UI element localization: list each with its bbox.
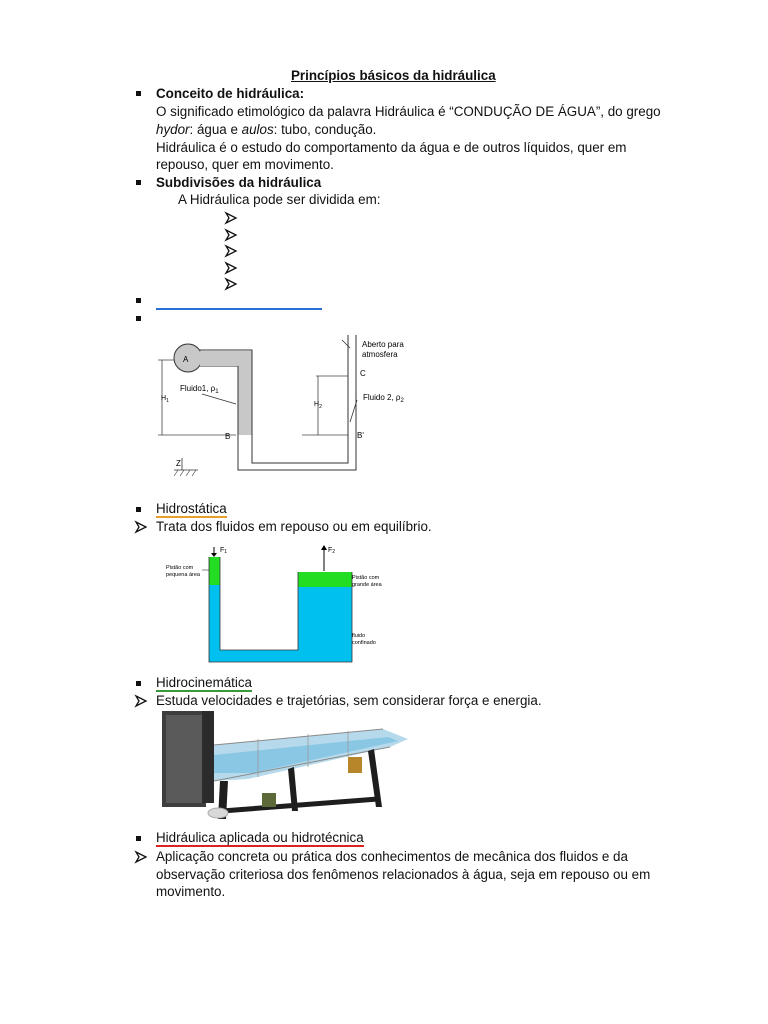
label-fluid2-subscript: 2	[400, 398, 404, 404]
label-h2-subscript: 2	[319, 404, 322, 410]
word-hydor: hydor	[156, 122, 190, 137]
heading-hidrostatica-text: Hidrostática	[156, 501, 227, 516]
label-large-piston-1: Pistão com	[352, 575, 380, 581]
label-small-piston-1: Pistão com	[166, 565, 194, 571]
aplicada-line: Aplicação concreta ou prática dos conhecimentos de mecânica dos fluidos e da	[156, 849, 628, 864]
label-b: B	[225, 432, 231, 441]
page-title: Princípios básicos da hidráulica	[291, 68, 496, 83]
arrow-bullet-icon	[134, 850, 148, 864]
arrow-bullet-icon	[224, 261, 238, 275]
text-fragment: : tubo, condução.	[273, 122, 377, 137]
bullet-square	[136, 507, 141, 512]
aplicada-line: observação criteriosa dos fenômenos relacionados à água, seja em repouso ou em	[156, 867, 651, 882]
section-heading-subdivisoes: Subdivisões da hidráulica	[156, 175, 322, 190]
label-f2	[328, 547, 335, 555]
arrow-bullet-icon	[224, 211, 238, 225]
arrow-bullet-icon	[224, 228, 238, 242]
bullet-square	[136, 681, 141, 686]
manometer-diagram	[152, 330, 422, 490]
bullet-square	[136, 91, 141, 96]
text-fragment: : água e	[189, 122, 242, 137]
label-fluid1-text: Fluido1, ρ	[180, 384, 216, 393]
label-fluid-1: fluido	[352, 633, 366, 639]
section-heading-conceito: Conceito de hidráulica:	[156, 86, 305, 101]
label-fluid1-subscript: 1	[215, 389, 219, 395]
label-small-piston-2: pequena área	[166, 572, 200, 578]
label-fluid-2: confinado	[352, 640, 376, 646]
label-a: A	[183, 355, 189, 364]
label-f1-subscript: 1	[224, 549, 228, 555]
heading-hidrocinematica-text: Hidrocinemática	[156, 675, 253, 690]
paragraph-line-2	[156, 122, 376, 137]
arrow-bullet-icon	[224, 277, 238, 291]
label-fluid2	[363, 393, 404, 404]
aplicada-line: movimento.	[156, 884, 226, 899]
bullet-square	[136, 298, 141, 303]
label-open-1: Aberto para	[362, 340, 404, 349]
label-f1-letter: F	[220, 547, 225, 554]
subdivisions-intro: A Hidráulica pode ser dividida em:	[178, 192, 381, 207]
label-fluid1	[180, 384, 219, 395]
hidrocinematica-text: Estuda velocidades e trajetórias, sem considerar força e energia.	[156, 693, 542, 708]
flume-photo	[158, 711, 410, 821]
label-f2-letter: F	[328, 547, 333, 554]
arrow-bullet-icon	[224, 244, 238, 258]
hidrostatica-text: Trata dos fluidos em repouso ou em equilíbrio.	[156, 519, 432, 534]
label-f1	[220, 547, 227, 555]
arrow-bullet-icon	[134, 520, 148, 534]
paragraph-line: Hidráulica é o estudo do comportamento da água e de outros líquidos, quer em	[156, 140, 627, 155]
bullet-square	[136, 180, 141, 185]
arrow-bullet-icon	[134, 694, 148, 708]
label-h1-subscript: 1	[166, 398, 169, 404]
heading-hidrocinematica	[156, 675, 252, 690]
label-b-prime: B'	[357, 431, 364, 440]
label-z: Z	[176, 459, 181, 468]
label-fluid2-text: Fluido 2, ρ	[363, 393, 401, 402]
label-h1-letter: H	[161, 395, 167, 402]
label-h2-letter: H	[314, 401, 320, 408]
hydraulic-press-diagram	[162, 542, 402, 666]
bullet-square	[136, 836, 141, 841]
label-large-piston-2: grande área	[352, 582, 382, 588]
link-underline	[156, 308, 322, 310]
paragraph-line: repouso, quer em movimento.	[156, 157, 334, 172]
label-c: C	[360, 369, 366, 378]
heading-aplicada-text: Hidráulica aplicada ou hidrotécnica	[156, 830, 364, 845]
heading-aplicada	[156, 830, 364, 845]
label-open-2: atmosfera	[362, 350, 398, 359]
label-f2-subscript: 2	[332, 549, 336, 555]
paragraph-line: O significado etimológico da palavra Hidráulica é “CONDUÇÃO DE ÁGUA”, do grego	[156, 104, 661, 119]
word-aulos: aulos	[241, 122, 274, 137]
heading-hidrostatica	[156, 501, 227, 516]
bullet-square	[136, 316, 141, 321]
